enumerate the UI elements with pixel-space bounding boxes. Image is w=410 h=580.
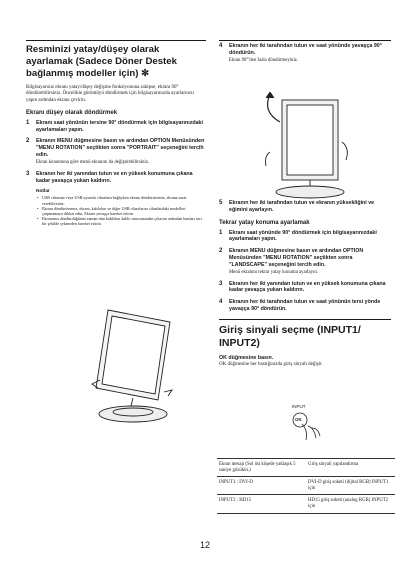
right-column-top [219, 40, 389, 69]
portrait-step-5: 5 Ekranın her iki tarafından tutun ve ekranın yüksekliğini ve eğimini ayarlayın. [219, 200, 375, 213]
landscape-heading: Tekrar yatay konuma ayarlamak [219, 219, 310, 226]
portrait-step-3: 3 Ekranın her iki yanından tutun ve en yüksek konumuna çıkana kadar yavaşça yukarı kaldırın. [26, 170, 193, 184]
intro-text: Bilgisayarınız ekranı yatay/düşey değişme fonksiyonuna sahipse, ekranı 90° döndürebilirsiniz. Öncelikle görüntüyü döndürmek için bilgisayarınızda ayarlarınızı yapın ardından ekranı çevirin. [26, 85, 194, 103]
landscape-step-2: 2 Ekranın MENU düğmesine basın ve ardından OPTION Menüsünden "MENU ROTATION" seçtikten sonra "LANDSCAPE" seçeneğini tercih edin. Menü ekranını tekrar yatay konuma ayarlayın. [219, 248, 364, 275]
ok-label: OK [295, 417, 302, 422]
monitor-lift-illustration [78, 300, 188, 425]
note-item: • Ekranınızı döndürdüğünüz zaman tüm kabloları kablo tutucusundan çıkartın ardından bunları sert bir şekilde çekmeden hareket ettirin. [42, 216, 206, 226]
note-item: • USB cihazına veya USB uyumlu cihazlara bağlıyken ekranı döndürürseniz, ekrana zarar verebilirsiniz. [42, 195, 206, 205]
portrait-step-4: 4 Ekranın her iki tarafından tutun ve saat yönünde yavaşça 90° döndürün. Ekran 90°'den fazla döndürmeyiniz. [219, 43, 382, 63]
landscape-step-4: 4 Ekranın her iki tarafından tutun ve saat yönünün tersi yönde yavaşça 90° döndürün. [219, 299, 381, 312]
notes-box: Notlar • USB cihazına veya USB uyumlu cihazlara bağlıyken ekranı döndürürseniz, ekrana zarar verebilirsiniz. • Ekranı döndürürseniz, ekranı, kabloları ve diğer USB cihazlarını cihazlardaki modelleri çarpmamaya dikkat edin. Ekranı yavaşça hareket ettirin. • Ekranınızı döndürdüğünüz zaman tüm kabloları kablo tutucusundan çıkartın ardından bunları sert bir şekilde çekmeden hareket ettirin. [36, 189, 206, 226]
title-mark-icon: ✻ [141, 68, 150, 79]
monitor-rotate-illustration [250, 92, 360, 200]
portrait-step-2: 2 Ekranın MENU düğmesine basın ve ardından OPTION Menüsünden "MENU ROTATION" seçtikten sonra "PORTRAIT" seçeneğini tercih edin. Ekran konumuna göre menü ekranını da değiştirebilirsiniz. [26, 138, 205, 165]
input-label: INPUT [292, 404, 306, 409]
hand-press-icon [286, 410, 326, 444]
table-row: INPUT1 : DVI-D DVI-D giriş soketi (dijital RGB) INPUT1 için [217, 477, 395, 495]
landscape-step-1: 1 Ekranı saat yönünde 90° döndürmek için bilgisayarınızdaki ayarlamaları yapın. [219, 229, 377, 243]
table-row: Ekran mesajı (Sol üst köşede yaklaşık 5 saniye gözükür.) Giriş sinyali yapılandırma [217, 459, 395, 477]
portrait-step-1: 1 Ekranı saat yönünün tersine 90° döndürmek için bilgisayarınızdaki ayarlamaları yapın. [26, 119, 203, 133]
note-item: • Ekranı döndürürseniz, ekranı, kabloları ve diğer USB cihazlarını cihazlardaki modelleri çarpmamaya dikkat edin. Ekranı yavaşça hareket ettirin. [42, 206, 206, 216]
input-section-rule [219, 319, 391, 320]
landscape-step-3: 3 Ekranın her iki yanından tutun ve en yüksek konumuna çıkana kadar yavaşça yukarı kaldırın. [219, 280, 386, 294]
table-row: INPUT2 : HD15 HD15 giriş soketi (analog RGB) INPUT2 için [217, 495, 395, 513]
left-column [26, 40, 206, 226]
ok-description: OK düğmesine her bastığınızda giriş sinyali değişir. [219, 361, 323, 367]
portrait-heading: Ekranı düşey olarak döndürmek [26, 109, 118, 116]
ok-instruction: OK düğmesine basın. [219, 354, 274, 361]
page-number: 12 [199, 540, 210, 550]
input-title: Giriş sinyali seçme (INPUT1/ INPUT2) [219, 323, 361, 349]
input-signal-table [217, 458, 395, 514]
right-column-bottom [219, 200, 389, 372]
rotation-title: Resminizi yatay/düşey olarak ayarlamak (Sadece Döner Destek bağlanmış modeller için) ✻ [26, 44, 177, 79]
input-ok-illustration [286, 404, 326, 444]
